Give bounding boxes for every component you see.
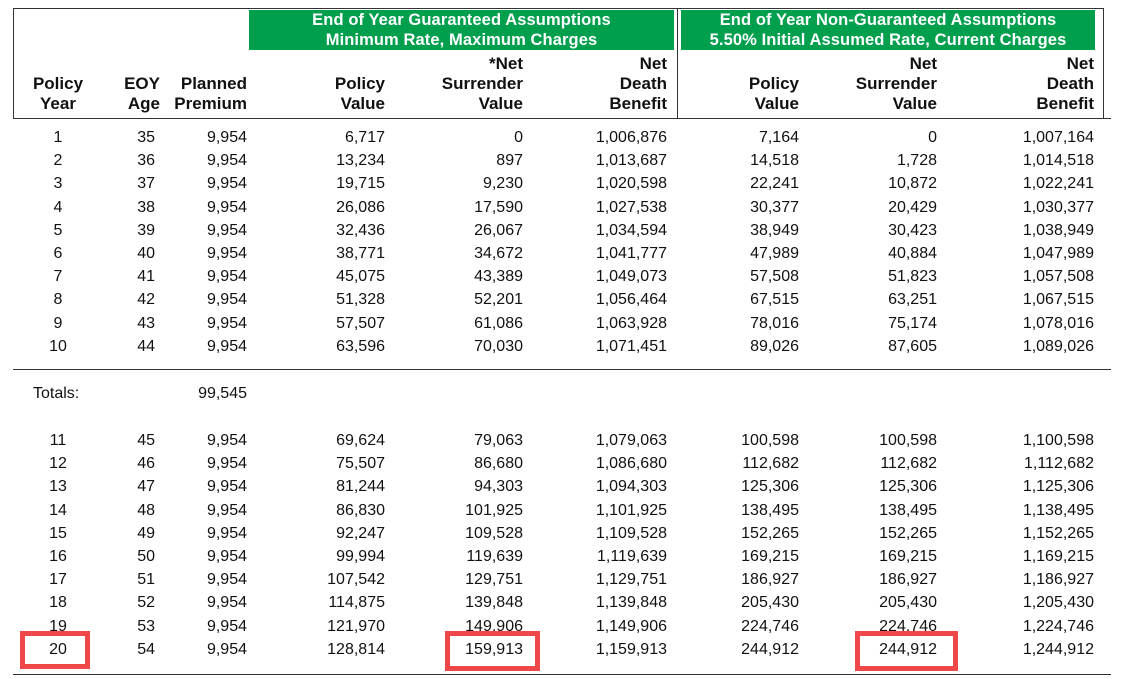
cell-eoy-age: 54: [137, 640, 155, 658]
cell-non-guaranteed-net-death: 1,038,949: [1022, 221, 1094, 239]
header-non-guaranteed-net-death-benefit: Net Death Benefit: [1036, 54, 1094, 113]
guaranteed-header-line1: End of Year Guaranteed Assumptions: [312, 11, 611, 29]
cell-guaranteed-policy-value: 107,542: [327, 571, 385, 589]
cell-non-guaranteed-net-surrender: 30,423: [888, 221, 937, 239]
table-row: [0, 335, 1124, 358]
cell-non-guaranteed-policy-value: 89,026: [750, 337, 799, 355]
table-row: [0, 499, 1124, 522]
cell-eoy-age: 44: [137, 337, 155, 355]
cell-eoy-age: 49: [137, 524, 155, 542]
cell-guaranteed-net-surrender: 109,528: [465, 524, 523, 542]
cell-policy-year: 2: [53, 152, 63, 170]
cell-non-guaranteed-policy-value: 186,927: [741, 571, 799, 589]
cell-non-guaranteed-net-death: 1,100,598: [1022, 432, 1094, 449]
cell-guaranteed-policy-value: 86,830: [336, 501, 385, 519]
cell-non-guaranteed-policy-value: 67,515: [750, 291, 799, 309]
cell-planned-premium: 9,954: [206, 337, 247, 355]
cell-policy-year: 4: [53, 198, 63, 216]
cell-non-guaranteed-net-surrender: 169,215: [879, 548, 937, 565]
guaranteed-header-line2: Minimum Rate, Maximum Charges: [325, 31, 598, 49]
cell-non-guaranteed-net-surrender: 20,429: [888, 198, 937, 216]
cell-guaranteed-policy-value: 38,771: [336, 245, 385, 262]
cell-planned-premium: 9,954: [206, 524, 247, 542]
cell-guaranteed-net-surrender: 17,590: [474, 198, 523, 216]
table-row: [0, 452, 1124, 475]
cell-eoy-age: 40: [137, 245, 155, 262]
header-eoy-age: EOY Age: [124, 74, 160, 113]
cell-non-guaranteed-net-surrender: 244,912: [879, 640, 937, 658]
cell-planned-premium: 9,954: [206, 548, 247, 565]
cell-policy-year: 11: [49, 432, 67, 449]
cell-non-guaranteed-net-surrender: 51,823: [888, 268, 937, 286]
cell-policy-year: 7: [53, 268, 63, 286]
cell-planned-premium: 9,954: [206, 152, 247, 170]
cell-guaranteed-net-death: 1,109,528: [595, 524, 667, 542]
cell-guaranteed-net-death: 1,159,913: [595, 640, 667, 658]
cell-guaranteed-net-surrender: 70,030: [474, 337, 523, 355]
cell-guaranteed-policy-value: 63,596: [336, 337, 385, 355]
totals-separator: [13, 369, 1111, 370]
cell-guaranteed-net-death: 1,006,876: [595, 129, 667, 146]
cell-non-guaranteed-policy-value: 14,518: [750, 152, 799, 170]
cell-guaranteed-net-surrender: 52,201: [474, 291, 523, 309]
cell-non-guaranteed-net-death: 1,030,377: [1022, 198, 1094, 216]
cell-non-guaranteed-policy-value: 30,377: [750, 198, 799, 216]
cell-guaranteed-policy-value: 51,328: [336, 291, 385, 309]
cell-policy-year: 15: [49, 524, 67, 542]
cell-policy-year: 12: [49, 455, 67, 473]
cell-guaranteed-net-surrender: 159,913: [465, 640, 523, 658]
table-row: [0, 545, 1124, 568]
cell-guaranteed-net-death: 1,101,925: [595, 501, 667, 519]
cell-planned-premium: 9,954: [206, 640, 247, 658]
cell-non-guaranteed-policy-value: 169,215: [741, 548, 799, 565]
cell-policy-year: 5: [53, 221, 63, 239]
cell-eoy-age: 52: [137, 594, 155, 612]
table-row: [0, 429, 1124, 452]
cell-non-guaranteed-net-surrender: 100,598: [879, 432, 937, 449]
header-guaranteed-net-surrender-value: *Net Surrender Value: [441, 54, 523, 113]
cell-policy-year: 9: [53, 314, 63, 332]
cell-non-guaranteed-policy-value: 7,164: [758, 129, 799, 146]
cell-policy-year: 20: [49, 640, 67, 658]
non-guaranteed-header-line2: 5.50% Initial Assumed Rate, Current Charges: [709, 31, 1067, 49]
table-row: [0, 126, 1124, 149]
cell-guaranteed-net-surrender: 9,230: [482, 175, 523, 193]
cell-non-guaranteed-net-death: 1,089,026: [1022, 337, 1094, 355]
cell-planned-premium: 9,954: [206, 455, 247, 473]
header-bottom-rule: [13, 118, 1111, 119]
cell-non-guaranteed-policy-value: 38,949: [750, 221, 799, 239]
cell-guaranteed-policy-value: 121,970: [327, 617, 385, 635]
cell-non-guaranteed-net-death: 1,007,164: [1022, 129, 1094, 146]
highlight-box-non-guaranteed-surrender-year-20: [855, 631, 958, 671]
cell-guaranteed-net-surrender: 43,389: [474, 268, 523, 286]
table-row: [0, 265, 1124, 288]
cell-non-guaranteed-policy-value: 47,989: [750, 245, 799, 262]
cell-guaranteed-net-surrender: 139,848: [465, 594, 523, 612]
table-row: [0, 591, 1124, 614]
cell-guaranteed-policy-value: 32,436: [336, 221, 385, 239]
guaranteed-group-header: [249, 10, 674, 50]
cell-non-guaranteed-net-surrender: 40,884: [888, 245, 937, 262]
cell-guaranteed-net-death: 1,041,777: [595, 245, 667, 262]
cell-non-guaranteed-net-surrender: 112,682: [880, 455, 937, 473]
non-guaranteed-group-header: [681, 10, 1095, 50]
cell-planned-premium: 9,954: [206, 571, 247, 589]
cell-planned-premium: 9,954: [206, 245, 247, 262]
table-row: [0, 219, 1124, 242]
cell-planned-premium: 9,954: [206, 291, 247, 309]
cell-guaranteed-net-death: 1,049,073: [595, 268, 667, 286]
cell-eoy-age: 42: [137, 291, 155, 309]
table-row: [0, 312, 1124, 335]
cell-eoy-age: 46: [137, 455, 155, 473]
cell-guaranteed-net-surrender: 61,086: [474, 314, 523, 332]
cell-policy-year: 10: [49, 337, 67, 355]
cell-eoy-age: 51: [137, 571, 155, 589]
cell-guaranteed-net-death: 1,027,538: [595, 198, 667, 216]
cell-policy-year: 18: [49, 594, 67, 612]
cell-non-guaranteed-net-death: 1,152,265: [1022, 524, 1094, 542]
cell-non-guaranteed-policy-value: 125,306: [741, 478, 799, 496]
cell-guaranteed-net-death: 1,056,464: [595, 291, 667, 309]
cell-guaranteed-policy-value: 99,994: [336, 548, 385, 565]
cell-non-guaranteed-net-death: 1,112,682: [1024, 455, 1094, 473]
header-guaranteed-net-death-benefit: Net Death Benefit: [609, 54, 667, 113]
cell-non-guaranteed-policy-value: 224,746: [741, 617, 799, 635]
cell-non-guaranteed-net-death: 1,224,746: [1022, 617, 1094, 635]
cell-policy-year: 19: [49, 617, 67, 635]
cell-eoy-age: 37: [137, 175, 155, 193]
table-row: [0, 522, 1124, 545]
cell-planned-premium: 9,954: [206, 617, 247, 635]
table-row: [0, 149, 1124, 172]
cell-guaranteed-policy-value: 26,086: [336, 198, 385, 216]
cell-eoy-age: 36: [137, 152, 155, 170]
non-guaranteed-header-line1: End of Year Non-Guaranteed Assumptions: [719, 11, 1057, 29]
cell-planned-premium: 9,954: [206, 129, 247, 146]
cell-guaranteed-policy-value: 114,875: [328, 594, 385, 612]
cell-guaranteed-policy-value: 57,507: [336, 314, 385, 332]
table-top-border: [13, 8, 1104, 9]
cell-non-guaranteed-net-death: 1,014,518: [1022, 152, 1094, 170]
cell-non-guaranteed-policy-value: 112,682: [742, 455, 799, 473]
cell-guaranteed-net-death: 1,149,906: [595, 617, 667, 635]
header-policy-year: Policy Year: [32, 74, 84, 113]
table-right-border: [1103, 8, 1104, 118]
cell-guaranteed-net-surrender: 897: [496, 152, 523, 170]
cell-planned-premium: 9,954: [206, 501, 247, 519]
cell-non-guaranteed-net-surrender: 125,306: [879, 478, 937, 496]
cell-non-guaranteed-net-death: 1,169,215: [1022, 548, 1094, 565]
cell-planned-premium: 9,954: [206, 432, 247, 449]
group-divider: [677, 8, 678, 118]
cell-guaranteed-net-death: 1,079,063: [595, 432, 667, 449]
cell-planned-premium: 9,954: [206, 478, 247, 496]
cell-guaranteed-net-surrender: 0: [514, 129, 523, 146]
table-row: [0, 172, 1124, 195]
cell-non-guaranteed-net-surrender: 224,746: [879, 617, 937, 635]
cell-guaranteed-net-surrender: 34,672: [474, 245, 523, 262]
table-row: [0, 196, 1124, 219]
cell-eoy-age: 47: [137, 478, 155, 496]
cell-guaranteed-policy-value: 75,507: [336, 455, 385, 473]
cell-guaranteed-net-death: 1,013,687: [595, 152, 667, 170]
cell-non-guaranteed-policy-value: 100,598: [741, 432, 799, 449]
cell-planned-premium: 9,954: [206, 268, 247, 286]
cell-guaranteed-net-death: 1,139,848: [595, 594, 667, 612]
cell-planned-premium: 9,954: [206, 221, 247, 239]
cell-planned-premium: 9,954: [206, 314, 247, 332]
cell-non-guaranteed-policy-value: 57,508: [750, 268, 799, 286]
cell-guaranteed-net-death: 1,086,680: [595, 455, 667, 473]
cell-planned-premium: 9,954: [206, 198, 247, 216]
cell-guaranteed-policy-value: 69,624: [336, 432, 385, 449]
cell-guaranteed-policy-value: 128,814: [327, 640, 385, 658]
cell-policy-year: 14: [49, 501, 67, 519]
cell-non-guaranteed-net-death: 1,022,241: [1022, 175, 1094, 193]
cell-eoy-age: 50: [137, 548, 155, 565]
cell-guaranteed-net-death: 1,034,594: [595, 221, 667, 239]
cell-planned-premium: 9,954: [206, 175, 247, 193]
header-planned-premium: Planned Premium: [174, 74, 247, 113]
header-guaranteed-policy-value: Policy Value: [334, 74, 385, 113]
cell-guaranteed-policy-value: 45,075: [336, 268, 385, 286]
cell-non-guaranteed-net-surrender: 186,927: [879, 571, 937, 589]
cell-non-guaranteed-policy-value: 152,265: [741, 524, 799, 542]
cell-non-guaranteed-net-death: 1,244,912: [1022, 640, 1094, 658]
totals-premium: 99,545: [198, 385, 247, 402]
cell-guaranteed-net-surrender: 129,751: [465, 571, 523, 589]
cell-non-guaranteed-policy-value: 244,912: [741, 640, 799, 658]
cell-eoy-age: 45: [137, 432, 155, 449]
cell-guaranteed-net-death: 1,020,598: [595, 175, 667, 193]
table-row: [0, 242, 1124, 265]
cell-non-guaranteed-net-death: 1,205,430: [1022, 594, 1094, 612]
cell-policy-year: 6: [53, 245, 63, 262]
cell-guaranteed-net-surrender: 149,906: [465, 617, 523, 635]
table-left-border: [13, 8, 14, 118]
cell-non-guaranteed-net-surrender: 87,605: [888, 337, 937, 355]
cell-guaranteed-net-surrender: 101,925: [465, 501, 523, 519]
totals-label: Totals:: [33, 385, 80, 402]
cell-non-guaranteed-policy-value: 78,016: [750, 314, 799, 332]
cell-policy-year: 17: [49, 571, 67, 589]
cell-eoy-age: 38: [137, 198, 155, 216]
table-row: [0, 475, 1124, 498]
cell-policy-year: 1: [53, 129, 63, 146]
cell-guaranteed-net-surrender: 86,680: [474, 455, 523, 473]
cell-non-guaranteed-net-surrender: 152,265: [879, 524, 937, 542]
table-bottom-rule: [13, 674, 1111, 675]
cell-guaranteed-net-death: 1,071,451: [595, 337, 667, 355]
cell-guaranteed-net-surrender: 26,067: [474, 221, 523, 239]
cell-non-guaranteed-policy-value: 205,430: [741, 594, 799, 612]
cell-guaranteed-net-death: 1,129,751: [595, 571, 667, 589]
cell-non-guaranteed-net-surrender: 10,872: [888, 175, 937, 193]
cell-non-guaranteed-net-death: 1,125,306: [1022, 478, 1094, 496]
cell-non-guaranteed-net-death: 1,047,989: [1022, 245, 1094, 262]
cell-guaranteed-net-surrender: 119,639: [466, 548, 523, 565]
cell-non-guaranteed-net-death: 1,057,508: [1022, 268, 1094, 286]
cell-non-guaranteed-net-death: 1,186,927: [1022, 571, 1094, 589]
cell-non-guaranteed-policy-value: 138,495: [741, 501, 799, 519]
cell-policy-year: 8: [53, 291, 63, 309]
cell-guaranteed-net-death: 1,063,928: [595, 314, 667, 332]
cell-non-guaranteed-policy-value: 22,241: [750, 175, 799, 193]
cell-non-guaranteed-net-surrender: 63,251: [888, 291, 937, 309]
cell-eoy-age: 48: [137, 501, 155, 519]
cell-guaranteed-policy-value: 81,244: [336, 478, 385, 496]
cell-guaranteed-net-death: 1,119,639: [597, 548, 667, 565]
cell-eoy-age: 43: [137, 314, 155, 332]
cell-guaranteed-policy-value: 6,717: [344, 129, 385, 146]
cell-non-guaranteed-net-death: 1,067,515: [1022, 291, 1094, 309]
cell-non-guaranteed-net-surrender: 1,728: [896, 152, 937, 170]
cell-policy-year: 3: [53, 175, 63, 193]
cell-guaranteed-policy-value: 19,715: [336, 175, 385, 193]
highlight-box-guaranteed-surrender-year-20: [445, 631, 540, 671]
cell-guaranteed-net-surrender: 79,063: [474, 432, 523, 449]
cell-eoy-age: 39: [137, 221, 155, 239]
cell-policy-year: 16: [49, 548, 67, 565]
cell-non-guaranteed-net-surrender: 75,174: [888, 314, 937, 332]
cell-guaranteed-policy-value: 13,234: [336, 152, 385, 170]
cell-non-guaranteed-net-surrender: 0: [928, 129, 937, 146]
cell-eoy-age: 53: [137, 617, 155, 635]
highlight-box-policy-year-20: [20, 631, 90, 669]
cell-eoy-age: 41: [137, 268, 155, 286]
table-row: [0, 568, 1124, 591]
table-row: [0, 288, 1124, 311]
header-non-guaranteed-policy-value: Policy Value: [748, 74, 799, 113]
cell-guaranteed-net-death: 1,094,303: [595, 478, 667, 496]
cell-non-guaranteed-net-surrender: 138,495: [879, 501, 937, 519]
cell-non-guaranteed-net-surrender: 205,430: [879, 594, 937, 612]
cell-eoy-age: 35: [137, 129, 155, 146]
cell-policy-year: 13: [49, 478, 67, 496]
cell-planned-premium: 9,954: [206, 594, 247, 612]
cell-non-guaranteed-net-death: 1,138,495: [1022, 501, 1094, 519]
header-non-guaranteed-net-surrender-value: Net Surrender Value: [855, 54, 937, 113]
cell-guaranteed-policy-value: 92,247: [336, 524, 385, 542]
cell-non-guaranteed-net-death: 1,078,016: [1022, 314, 1094, 332]
cell-guaranteed-net-surrender: 94,303: [474, 478, 523, 496]
